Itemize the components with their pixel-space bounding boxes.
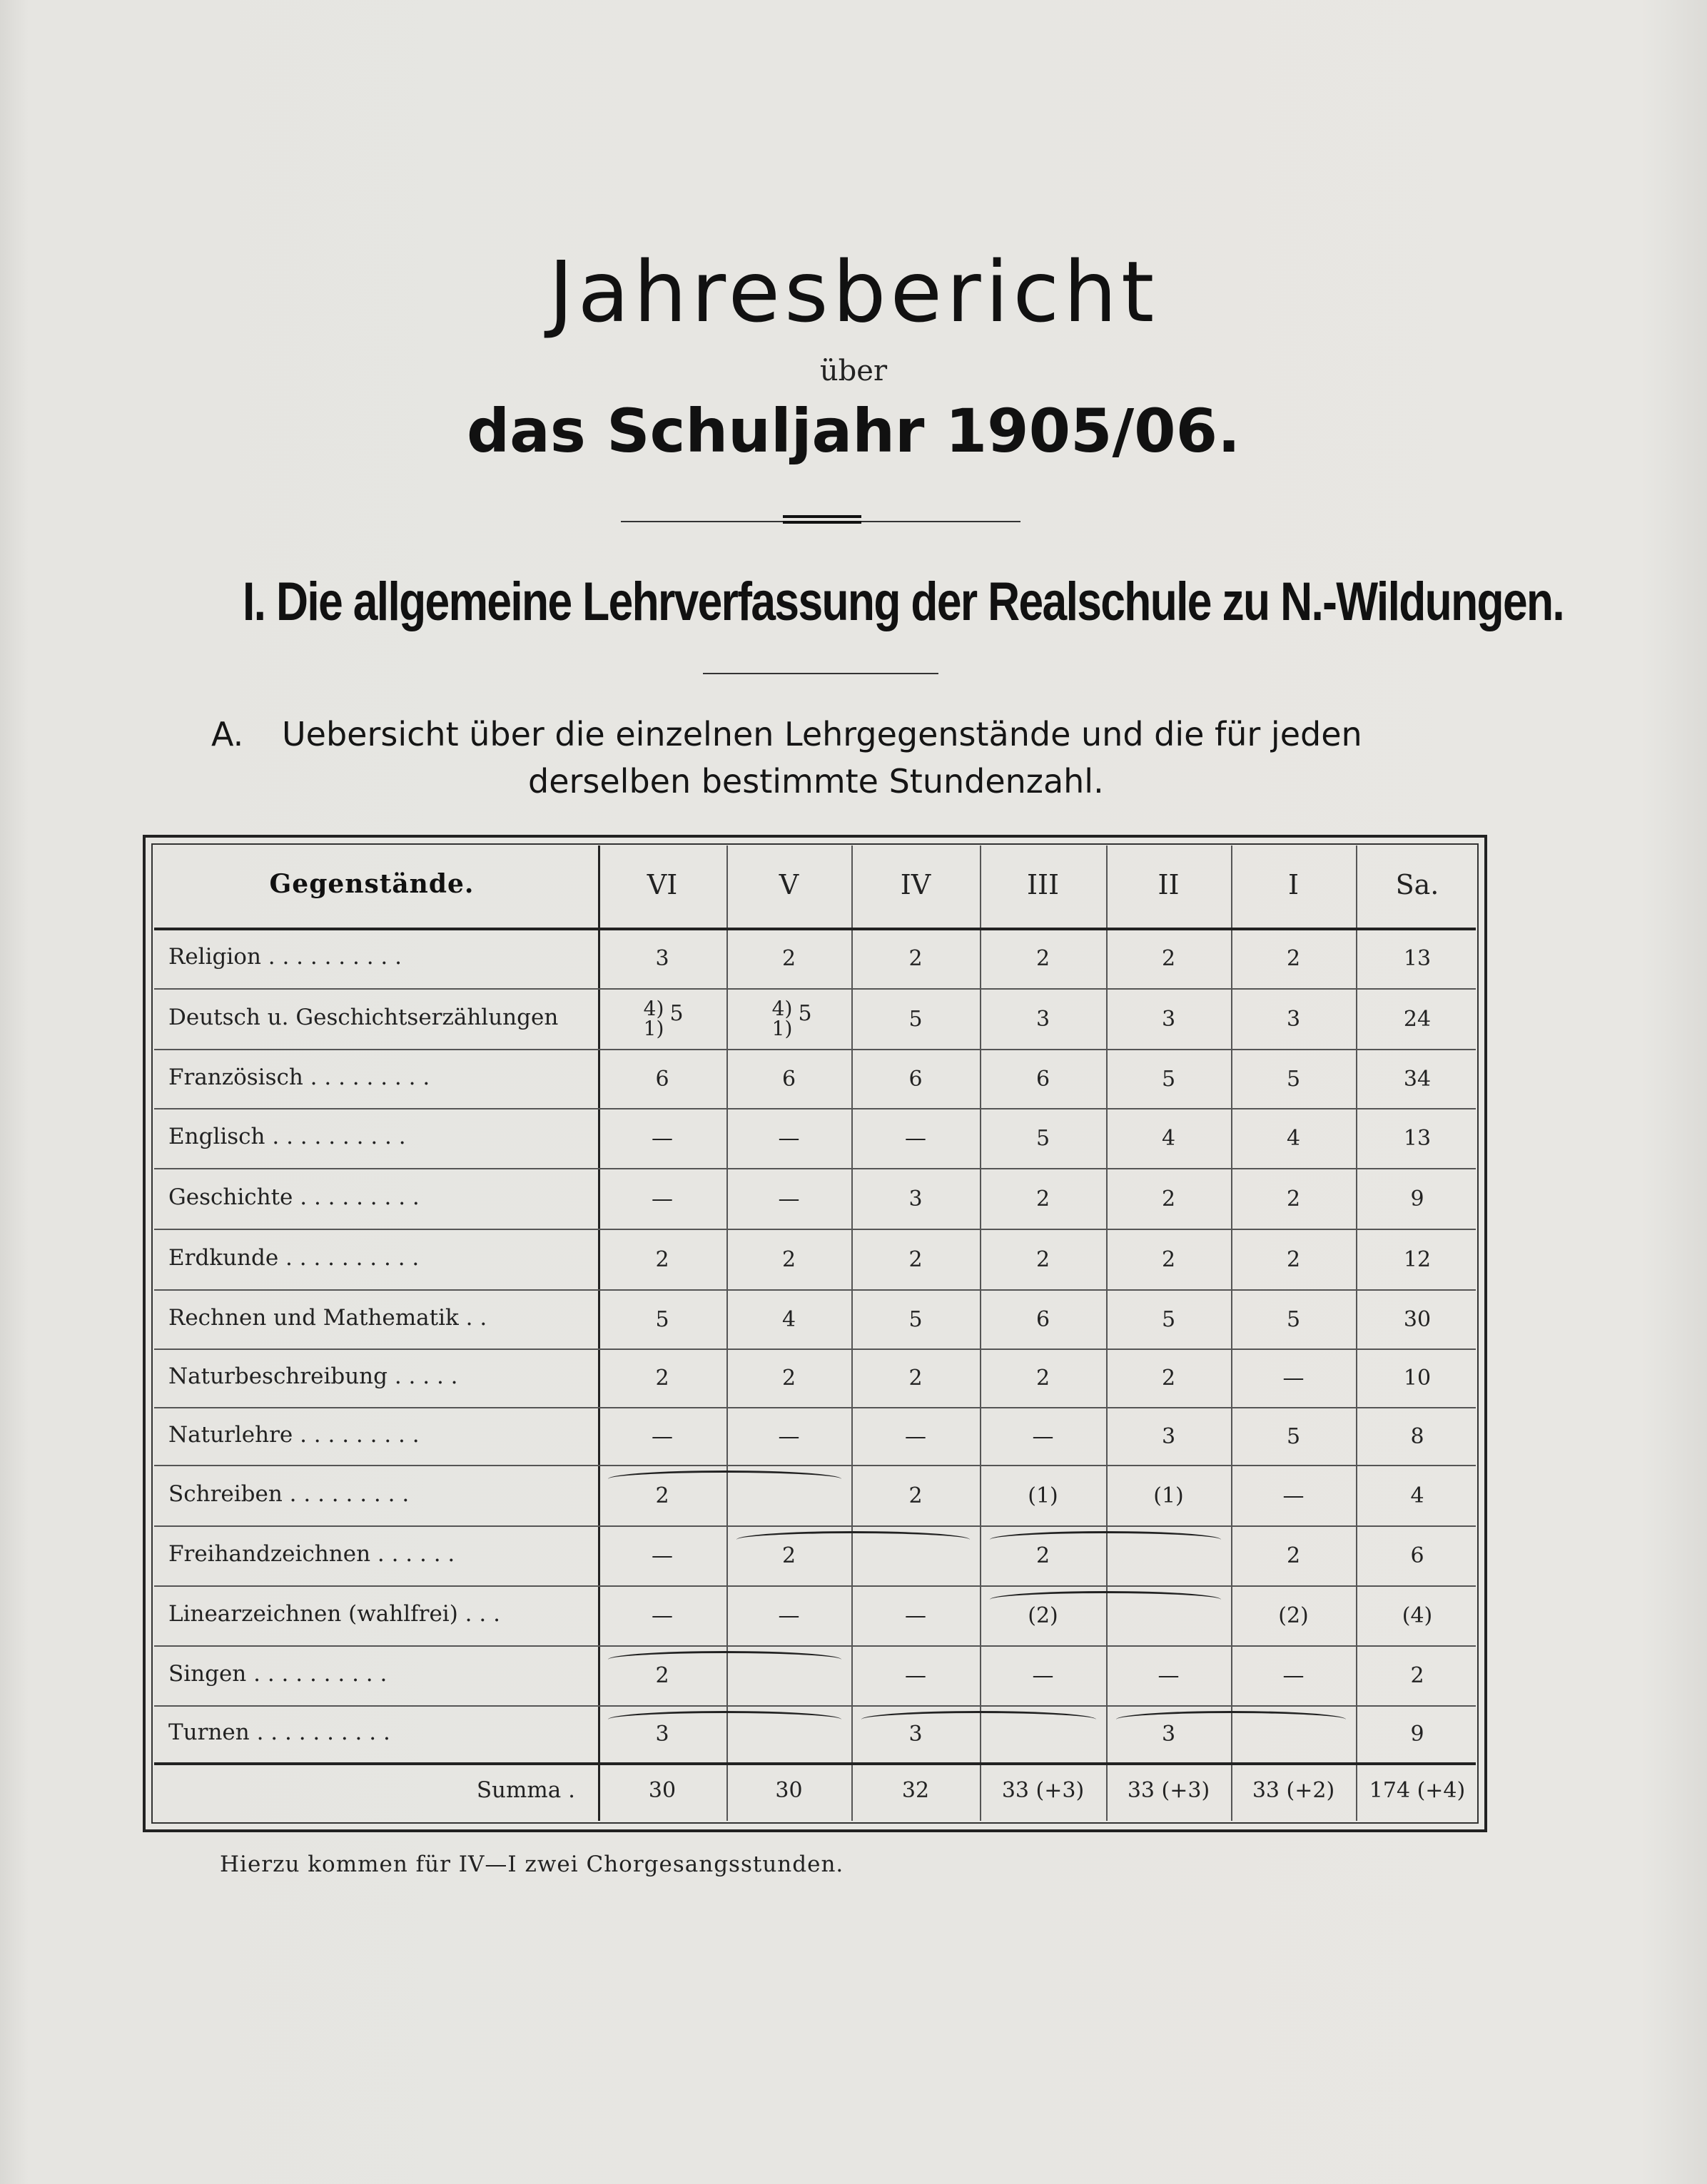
table-cell: 2	[1410, 1663, 1424, 1688]
summa-cell: 33 (+3)	[1001, 1778, 1085, 1803]
table-cell: 2	[781, 1366, 796, 1391]
table-cell: 4	[1161, 1126, 1176, 1151]
table-cell: (4)	[1402, 1603, 1433, 1628]
row-divider	[154, 1108, 1476, 1109]
table-cell: —	[905, 1603, 926, 1628]
row-label: Turnen . . . . . . . . . .	[168, 1720, 390, 1745]
table-cell: —	[652, 1186, 673, 1212]
table-cell: 2	[1161, 1366, 1176, 1391]
table-cell: 6	[908, 1066, 923, 1092]
table-cell: 5	[1161, 1066, 1176, 1092]
table-cell: 13	[1403, 1126, 1432, 1151]
stack-bottom: 1)	[771, 1016, 793, 1040]
table-cell: —	[652, 1423, 673, 1449]
table-cell: 2	[1161, 1246, 1176, 1272]
table-cell: —	[778, 1423, 800, 1449]
table-cell: 2	[655, 1366, 669, 1391]
stack-top: 4)	[643, 996, 664, 1020]
table-cell: 5	[908, 1306, 923, 1332]
header-class: Sa.	[1395, 869, 1439, 900]
table-cell: 6	[1035, 1066, 1050, 1092]
table-cell: 13	[1403, 945, 1432, 971]
column-divider	[726, 845, 728, 1821]
header-class: V	[779, 869, 799, 900]
table-cell: 2	[1035, 945, 1050, 971]
table-cell: 3	[1161, 1722, 1176, 1747]
row-divider	[154, 1049, 1476, 1050]
row-divider	[154, 1349, 1476, 1350]
table-cell: 2	[1035, 1543, 1050, 1568]
table-cell: 3	[1161, 1423, 1176, 1449]
table-cell: 2	[1286, 1186, 1301, 1212]
table-cell: 5	[1286, 1423, 1301, 1449]
stack-value: 5	[798, 1000, 812, 1026]
row-label: Schreiben . . . . . . . . .	[168, 1480, 410, 1507]
summa-cell: 33 (+2)	[1252, 1778, 1335, 1803]
row-divider	[154, 988, 1476, 990]
row-divider	[154, 1705, 1476, 1707]
table-cell: 2	[781, 1543, 796, 1568]
summa-label: Summa .	[476, 1777, 575, 1803]
row-divider	[154, 1289, 1476, 1291]
table-cell: 6	[781, 1066, 796, 1092]
overview-line-1: Uebersicht über die einzelnen Lehrgegenstände und die für jeden	[282, 715, 1362, 753]
table-cell: 9	[1410, 1722, 1424, 1747]
table-cell: 2	[1035, 1186, 1050, 1212]
table-cell: —	[1158, 1663, 1180, 1688]
table-cell: —	[1282, 1366, 1305, 1391]
section-heading: I. Die allgemeine Lehrverfassung der Realschule zu N.-Wildungen.	[243, 572, 1564, 632]
table-cell: 24	[1403, 1006, 1432, 1032]
row-label: Singen . . . . . . . . . .	[168, 1661, 388, 1687]
header-subject: Gegenstände.	[269, 869, 475, 899]
table-cell: 2	[781, 945, 796, 971]
table-cell: —	[652, 1543, 673, 1568]
summa-cell: 33 (+3)	[1127, 1778, 1210, 1803]
row-divider	[154, 1168, 1476, 1169]
table-cell: 3	[1286, 1006, 1301, 1032]
row-label: Deutsch u. Geschichtserzählungen	[168, 1004, 559, 1030]
table-cell: 5	[1286, 1066, 1301, 1092]
table-cell: 3	[908, 1722, 923, 1747]
table-cell: 34	[1403, 1066, 1432, 1092]
table-cell: 2	[1161, 945, 1176, 971]
table-cell: 3	[655, 1722, 669, 1747]
row-divider	[154, 1525, 1476, 1527]
table-cell: 8	[1410, 1423, 1424, 1449]
table-cell: 12	[1403, 1246, 1432, 1272]
table-cell: 3	[655, 945, 669, 971]
summa-cell: 32	[901, 1778, 930, 1803]
table-cell: 2	[908, 1366, 923, 1391]
table-cell: 2	[1035, 1246, 1050, 1272]
row-label: Rechnen und Mathematik . .	[168, 1304, 487, 1331]
table-cell: (1)	[1028, 1483, 1058, 1508]
row-divider	[154, 1465, 1476, 1466]
table-cell: 2	[655, 1663, 669, 1688]
header-rule	[154, 928, 1476, 930]
table-cell: 2	[1286, 1246, 1301, 1272]
row-divider	[154, 1762, 1476, 1765]
table-cell: —	[1282, 1483, 1305, 1508]
table-cell: 2	[1286, 1543, 1301, 1568]
footnote-stack	[768, 996, 796, 1040]
row-label: Linearzeichnen (wahlfrei) . . .	[168, 1601, 500, 1627]
summa-cell: 30	[648, 1778, 677, 1803]
overview-letter: A.	[211, 715, 244, 753]
table-cell: —	[652, 1603, 673, 1628]
table-cell: 4	[1410, 1483, 1424, 1508]
header-class: VI	[647, 869, 678, 900]
table-cell: 5	[1035, 1126, 1050, 1151]
table-cell: —	[905, 1663, 926, 1688]
page-title: Jahresbericht	[548, 243, 1159, 341]
row-label: Naturbeschreibung . . . . .	[168, 1363, 458, 1389]
title-connector: über	[819, 355, 888, 387]
row-label: Geschichte . . . . . . . . .	[168, 1184, 420, 1210]
table-cell: —	[905, 1126, 926, 1151]
table-cell: —	[778, 1603, 800, 1628]
table-cell: —	[1032, 1423, 1054, 1449]
stack-bottom: 1)	[643, 1016, 664, 1040]
table-cell: 3	[908, 1186, 923, 1212]
table-cell: 6	[1410, 1543, 1424, 1568]
table-cell: 2	[655, 1483, 669, 1508]
table-cell: 2	[1035, 1366, 1050, 1391]
table-cell: —	[1282, 1663, 1305, 1688]
table-cell: —	[905, 1423, 926, 1449]
table-cell: 2	[908, 1483, 923, 1508]
header-class: I	[1287, 869, 1299, 900]
table-cell: 2	[1161, 1186, 1176, 1212]
table-cell: —	[778, 1186, 800, 1212]
table-cell: 4	[1286, 1126, 1301, 1151]
table-cell: 10	[1403, 1366, 1432, 1391]
row-label: Freihandzeichnen . . . . . .	[168, 1541, 455, 1567]
table-cell: —	[652, 1126, 673, 1151]
table-cell: 5	[655, 1306, 669, 1332]
row-label: Englisch . . . . . . . . . .	[168, 1124, 406, 1149]
row-divider	[154, 1585, 1476, 1587]
table-cell: 4	[781, 1306, 796, 1332]
row-label: Französisch . . . . . . . . .	[168, 1064, 430, 1090]
table-cell: (1)	[1153, 1483, 1184, 1508]
table-cell: 3	[1035, 1006, 1050, 1032]
table-cell: —	[778, 1126, 800, 1151]
table-cell: 2	[908, 945, 923, 971]
table-cell: 2	[908, 1246, 923, 1272]
table-cell: 2	[655, 1246, 669, 1272]
row-divider	[154, 1407, 1476, 1408]
footnote: Hierzu kommen für IV—I zwei Chorgesangsstunden.	[220, 1852, 844, 1877]
header-class: IV	[900, 869, 931, 900]
table-cell: 2	[781, 1246, 796, 1272]
row-divider	[154, 1229, 1476, 1230]
row-divider	[154, 1645, 1476, 1647]
summa-cell: 174 (+4)	[1369, 1778, 1466, 1803]
table-cell: 5	[908, 1006, 923, 1032]
header-class: II	[1158, 869, 1180, 900]
table-cell: (2)	[1278, 1603, 1309, 1628]
table-cell: 9	[1410, 1186, 1424, 1212]
row-label: Naturlehre . . . . . . . . .	[168, 1421, 420, 1448]
row-label: Religion . . . . . . . . . .	[168, 943, 402, 970]
table-cell: (2)	[1028, 1603, 1058, 1628]
overview-line-2: derselben bestimmte Stundenzahl.	[528, 762, 1104, 801]
ornament-icon	[783, 512, 861, 529]
table-cell: 2	[1286, 945, 1301, 971]
stack-top: 4)	[771, 996, 793, 1020]
row-label: Erdkunde . . . . . . . . . .	[168, 1244, 420, 1271]
table-cell: 6	[1035, 1306, 1050, 1332]
table-cell: 6	[655, 1066, 669, 1092]
stack-value: 5	[669, 1000, 684, 1026]
school-year-subtitle: das Schuljahr 1905/06.	[467, 396, 1240, 466]
table-cell: 5	[1286, 1306, 1301, 1332]
summa-cell: 30	[775, 1778, 803, 1803]
table-cell: 5	[1161, 1306, 1176, 1332]
table-cell: —	[1032, 1663, 1054, 1688]
divider	[703, 673, 938, 674]
header-class: III	[1026, 869, 1060, 900]
footnote-stack	[639, 996, 668, 1040]
table-cell: 3	[1161, 1006, 1176, 1032]
table-cell: 30	[1403, 1306, 1432, 1332]
